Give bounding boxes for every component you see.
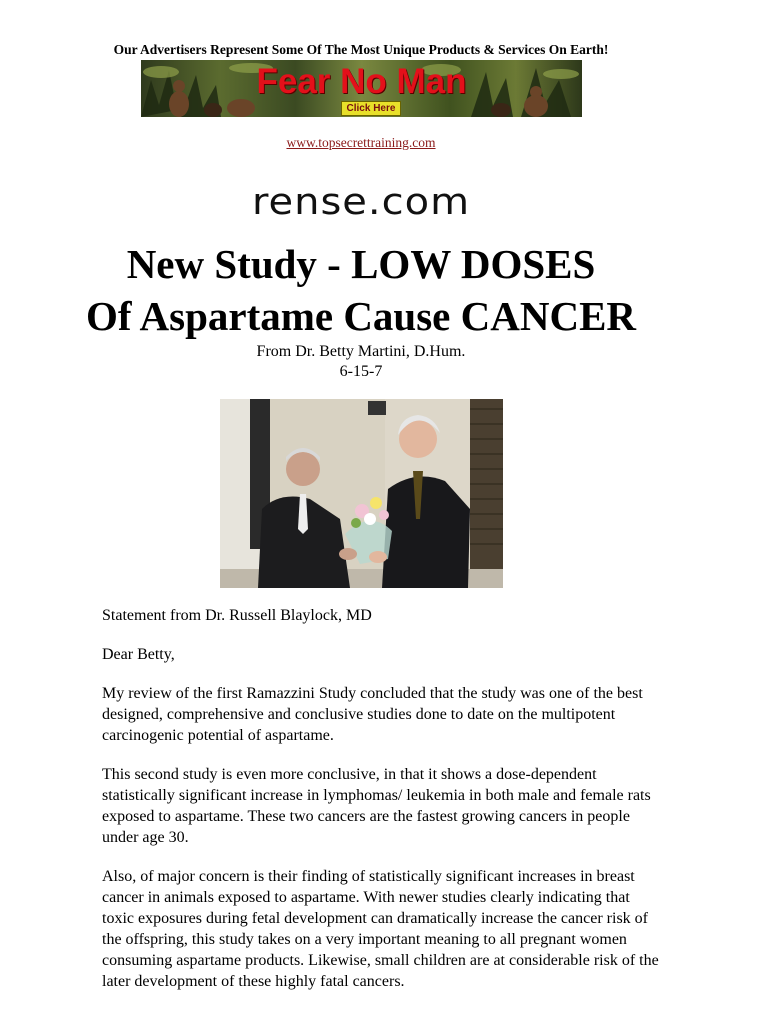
banner-title: Fear No Man [256, 62, 467, 101]
paragraph-1: My review of the first Ramazzini Study concluded that the study was one of the best designed, comprehensive and conclusive studies done to date on the multipotent carcinogenic potential of aspartame. [102, 685, 643, 744]
article-date: 6-15-7 [339, 363, 383, 380]
article-title-line-1: New Study - LOW DOSES [126, 241, 596, 287]
article-photo [220, 399, 503, 588]
salutation: Dear Betty, [102, 646, 175, 663]
article-body [102, 605, 662, 1010]
statement-from: Statement from Dr. Russell Blaylock, MD [102, 607, 372, 624]
site-logo[interactable]: rense.com [251, 180, 471, 224]
paragraph-3: Also, of major concern is their finding of statistically significant increases in breast cancer in animals exposed to aspartame. With newer studies clearly indicating that toxic exposures during fetal development can dramatically increase the cancer risk of the offspring, this study takes on a very important meaning to all pregnant women consuming aspartame products. Likewise, small children are at considerable risk of the later development of these highly fatal cancers. [102, 868, 659, 990]
click-here-button[interactable]: Click Here [341, 101, 401, 116]
paragraph-2: This second study is even more conclusive, in that it shows a dose-dependent statistically significant increase in lymphomas/ leukemia in both male and female rats exposed to aspartame. These two cancers are the fastest growing cancers in people under age 30. [102, 766, 651, 846]
advertiser-link[interactable]: www.topsecrettraining.com [286, 135, 436, 150]
article-title-line-2: Of Aspartame Cause CANCER [85, 293, 637, 339]
author-line: From Dr. Betty Martini, D.Hum. [256, 343, 466, 360]
advertisers-note: Our Advertisers Represent Some Of The Most Unique Products & Services On Earth! [113, 42, 609, 57]
advert-banner[interactable] [141, 60, 582, 117]
article-title [0, 238, 722, 342]
article-byline [0, 342, 722, 382]
two-men-photo-image [220, 399, 503, 588]
